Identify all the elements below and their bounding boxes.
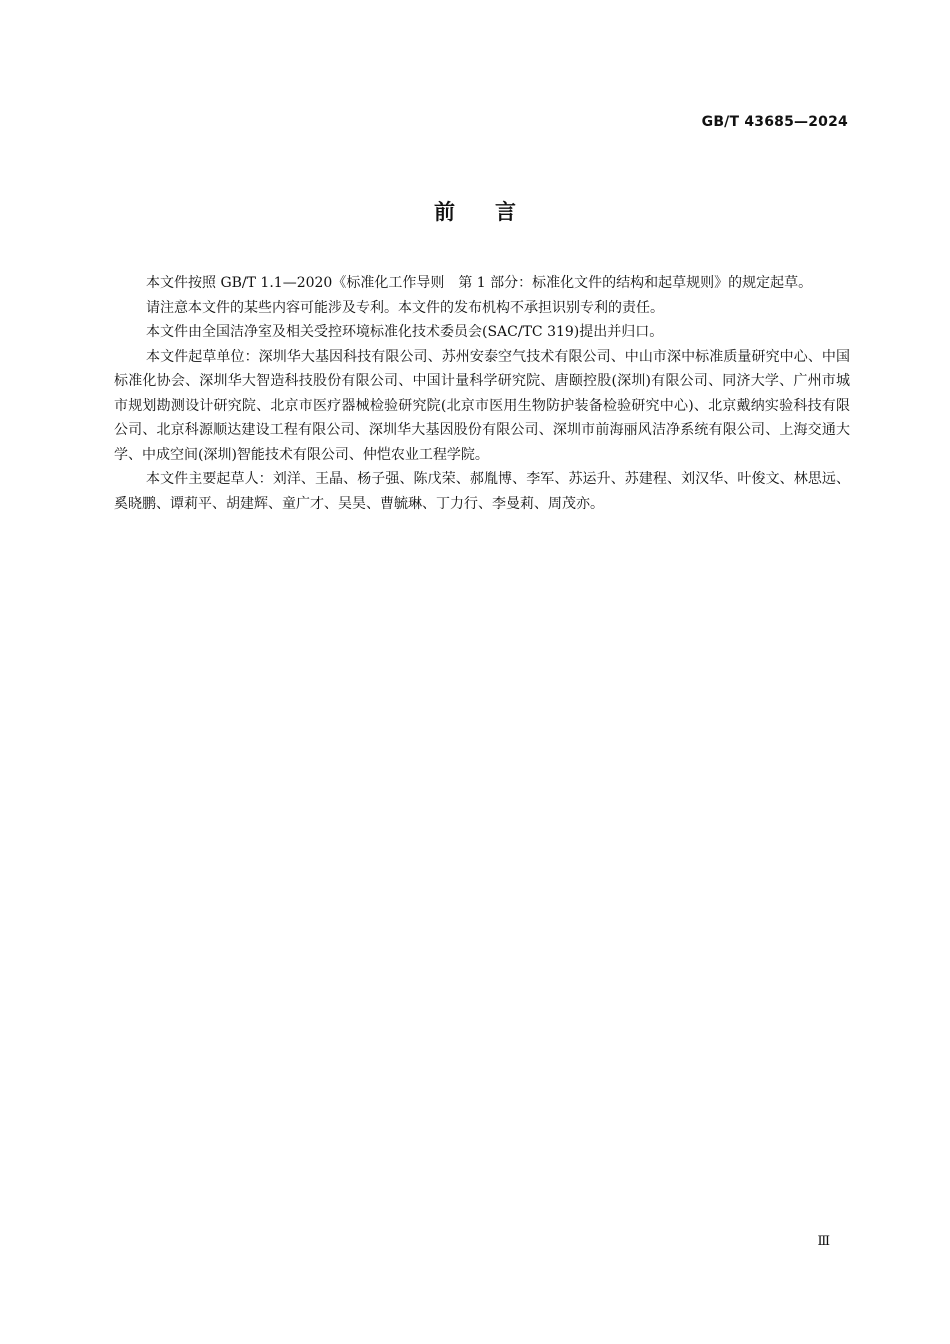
standard-code: GB/T 43685—2024 — [701, 114, 848, 130]
paragraph-drafting-units: 本文件起草单位：深圳华大基因科技有限公司、苏州安泰空气技术有限公司、中山市深中标准质量研究中心、中国标准化协会、深圳华大智造科技股份有限公司、中国计量科学研究院、唐颐控股(深圳)有限公司、同济大学、广州市城市规划勘测设计研究院、北京市医疗器械检验研究院(北京市医用生物防护装备检验研究中心)、北京戴纳实验科技有限公司、北京科源顺达建设工程有限公司、深圳华大基因股份有限公司、深圳市前海丽风洁净系统有限公司、上海交通大学、中成空间(深圳)智能技术有限公司、仲恺农业工程学院。 — [114, 348, 850, 463]
paragraph-proposer: 本文件由全国洁净室及相关受控环境标准化技术委员会(SAC/TC 319)提出并归口。 — [146, 324, 664, 340]
body-text — [114, 271, 850, 516]
page-number: Ⅲ — [817, 1234, 830, 1249]
paragraph-drafting-rules: 本文件按照 GB/T 1.1—2020《标准化工作导则 第 1 部分：标准化文件的结构和起草规则》的规定起草。 — [146, 275, 813, 291]
paragraph-drafters: 本文件主要起草人：刘洋、王晶、杨子强、陈戊荣、郝胤博、李军、苏运升、苏建程、刘汉华、叶俊文、林思远、奚晓鹏、谭莉平、胡建辉、童广才、吴昊、曹毓琳、丁力行、李曼莉、周茂亦。 — [114, 471, 850, 512]
section-title: 前言 — [434, 200, 556, 224]
paragraph-patent-notice: 请注意本文件的某些内容可能涉及专利。本文件的发布机构不承担识别专利的责任。 — [146, 299, 664, 316]
